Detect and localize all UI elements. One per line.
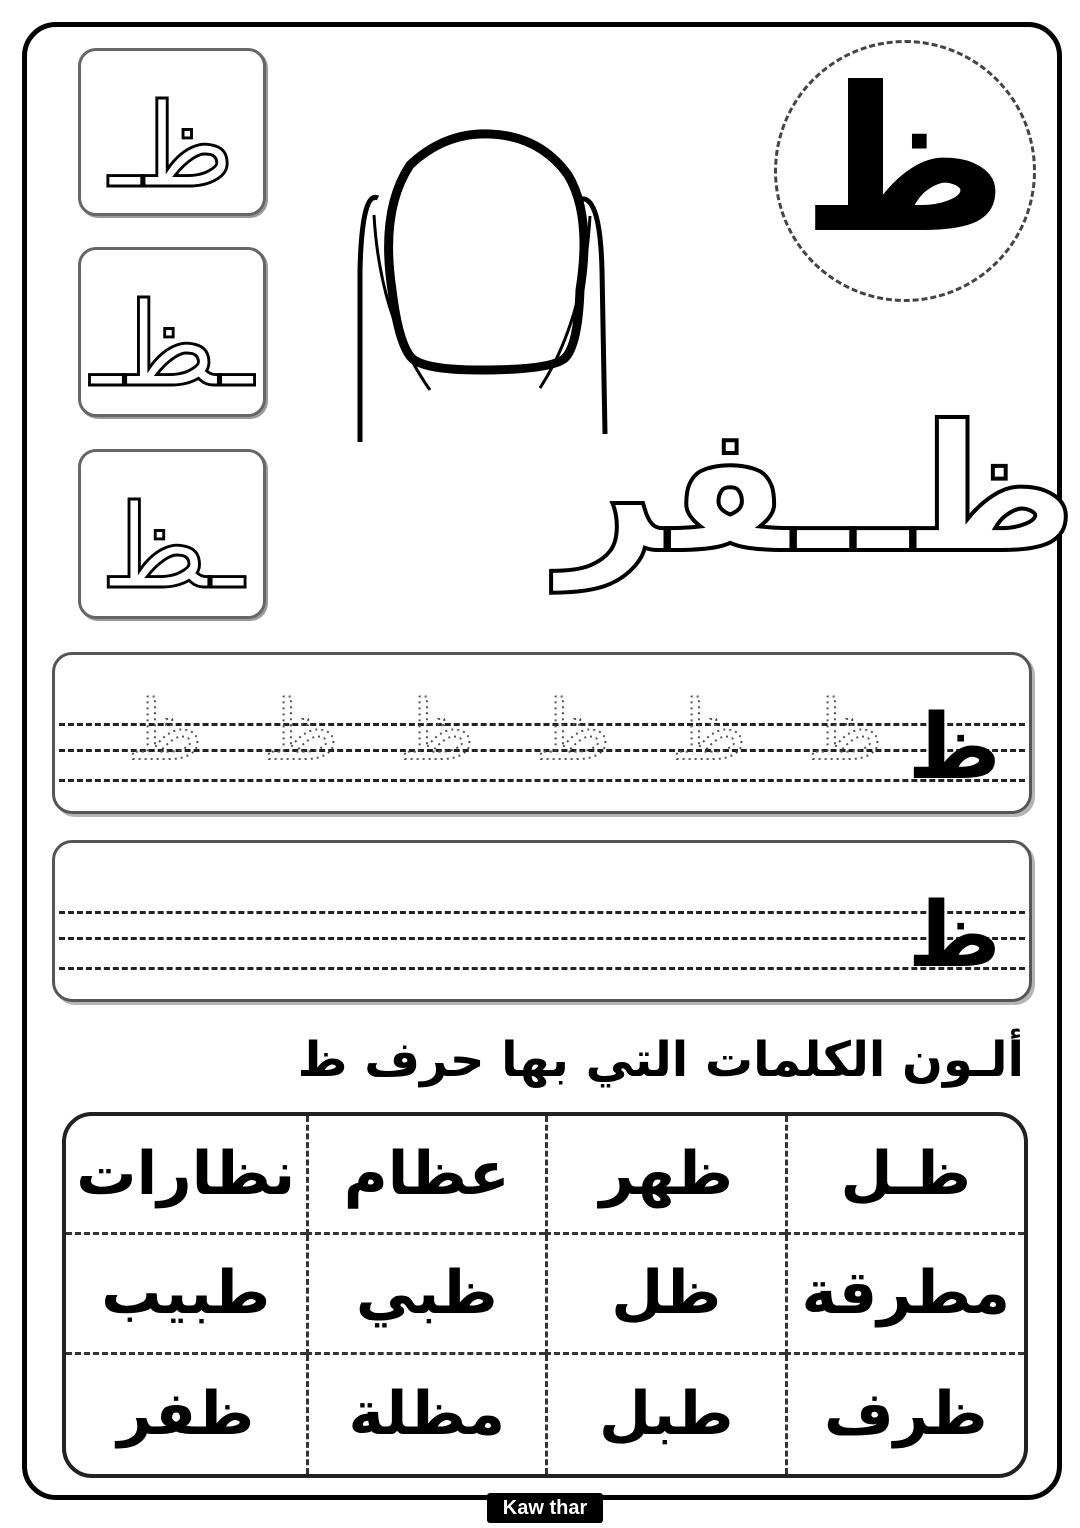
svg-text:ظ: ظ: [263, 684, 339, 779]
word-cell[interactable]: نظارات: [66, 1116, 306, 1235]
model-letter: ظ: [907, 883, 1001, 988]
word-cell[interactable]: طبيب: [66, 1235, 306, 1354]
trace-letter[interactable]: [649, 677, 769, 779]
model-letter: ظ: [907, 695, 1001, 800]
letter-form-initial: [78, 48, 266, 216]
tracing-lines-box: [52, 652, 1032, 814]
word-cell[interactable]: ظبي: [306, 1235, 546, 1354]
trace-letter[interactable]: [377, 677, 497, 779]
trace-letter[interactable]: [105, 677, 225, 779]
svg-text:ظ: ظ: [671, 684, 747, 779]
word-cell[interactable]: طبل: [545, 1355, 785, 1474]
word-cell[interactable]: ظل: [545, 1235, 785, 1354]
exercise-instruction: ألـون الكلمات التي بها حرف ظ: [297, 1032, 1024, 1088]
keyword-outline-word: [558, 365, 1078, 595]
word-cell[interactable]: عظام: [306, 1116, 546, 1235]
letter-form-medial-glyph: ـظـ: [90, 279, 254, 414]
word-cell[interactable]: ظرف: [785, 1355, 1025, 1474]
svg-text:ظ: ظ: [127, 684, 203, 779]
svg-text:ظ: ظ: [399, 684, 475, 779]
word-cell[interactable]: ظهر: [545, 1116, 785, 1235]
keyword-text: ظــفر: [558, 389, 1078, 592]
writing-lines-box[interactable]: [52, 840, 1032, 1002]
letter-form-medial: [78, 247, 266, 417]
main-letter-circle: [774, 40, 1036, 302]
letter-form-initial-glyph: ظـ: [109, 80, 236, 214]
main-letter: ظ: [801, 45, 1009, 278]
svg-text:ظ: ظ: [807, 684, 883, 779]
word-cell[interactable]: مظلة: [306, 1355, 546, 1474]
trace-letter[interactable]: [785, 677, 905, 779]
letter-form-final-glyph: ـظ: [100, 481, 244, 616]
word-cell[interactable]: مطرقة: [785, 1235, 1025, 1354]
brand-label: Kaw thar: [487, 1493, 603, 1523]
svg-text:ظ: ظ: [535, 684, 611, 779]
word-cell[interactable]: ظـل: [785, 1116, 1025, 1235]
word-cell[interactable]: ظفر: [117, 1379, 255, 1450]
trace-letter-row: [105, 677, 905, 779]
trace-letter[interactable]: [513, 677, 633, 779]
trace-letter[interactable]: [241, 677, 361, 779]
letter-form-final: [78, 449, 266, 619]
words-grid: [62, 1112, 1028, 1478]
